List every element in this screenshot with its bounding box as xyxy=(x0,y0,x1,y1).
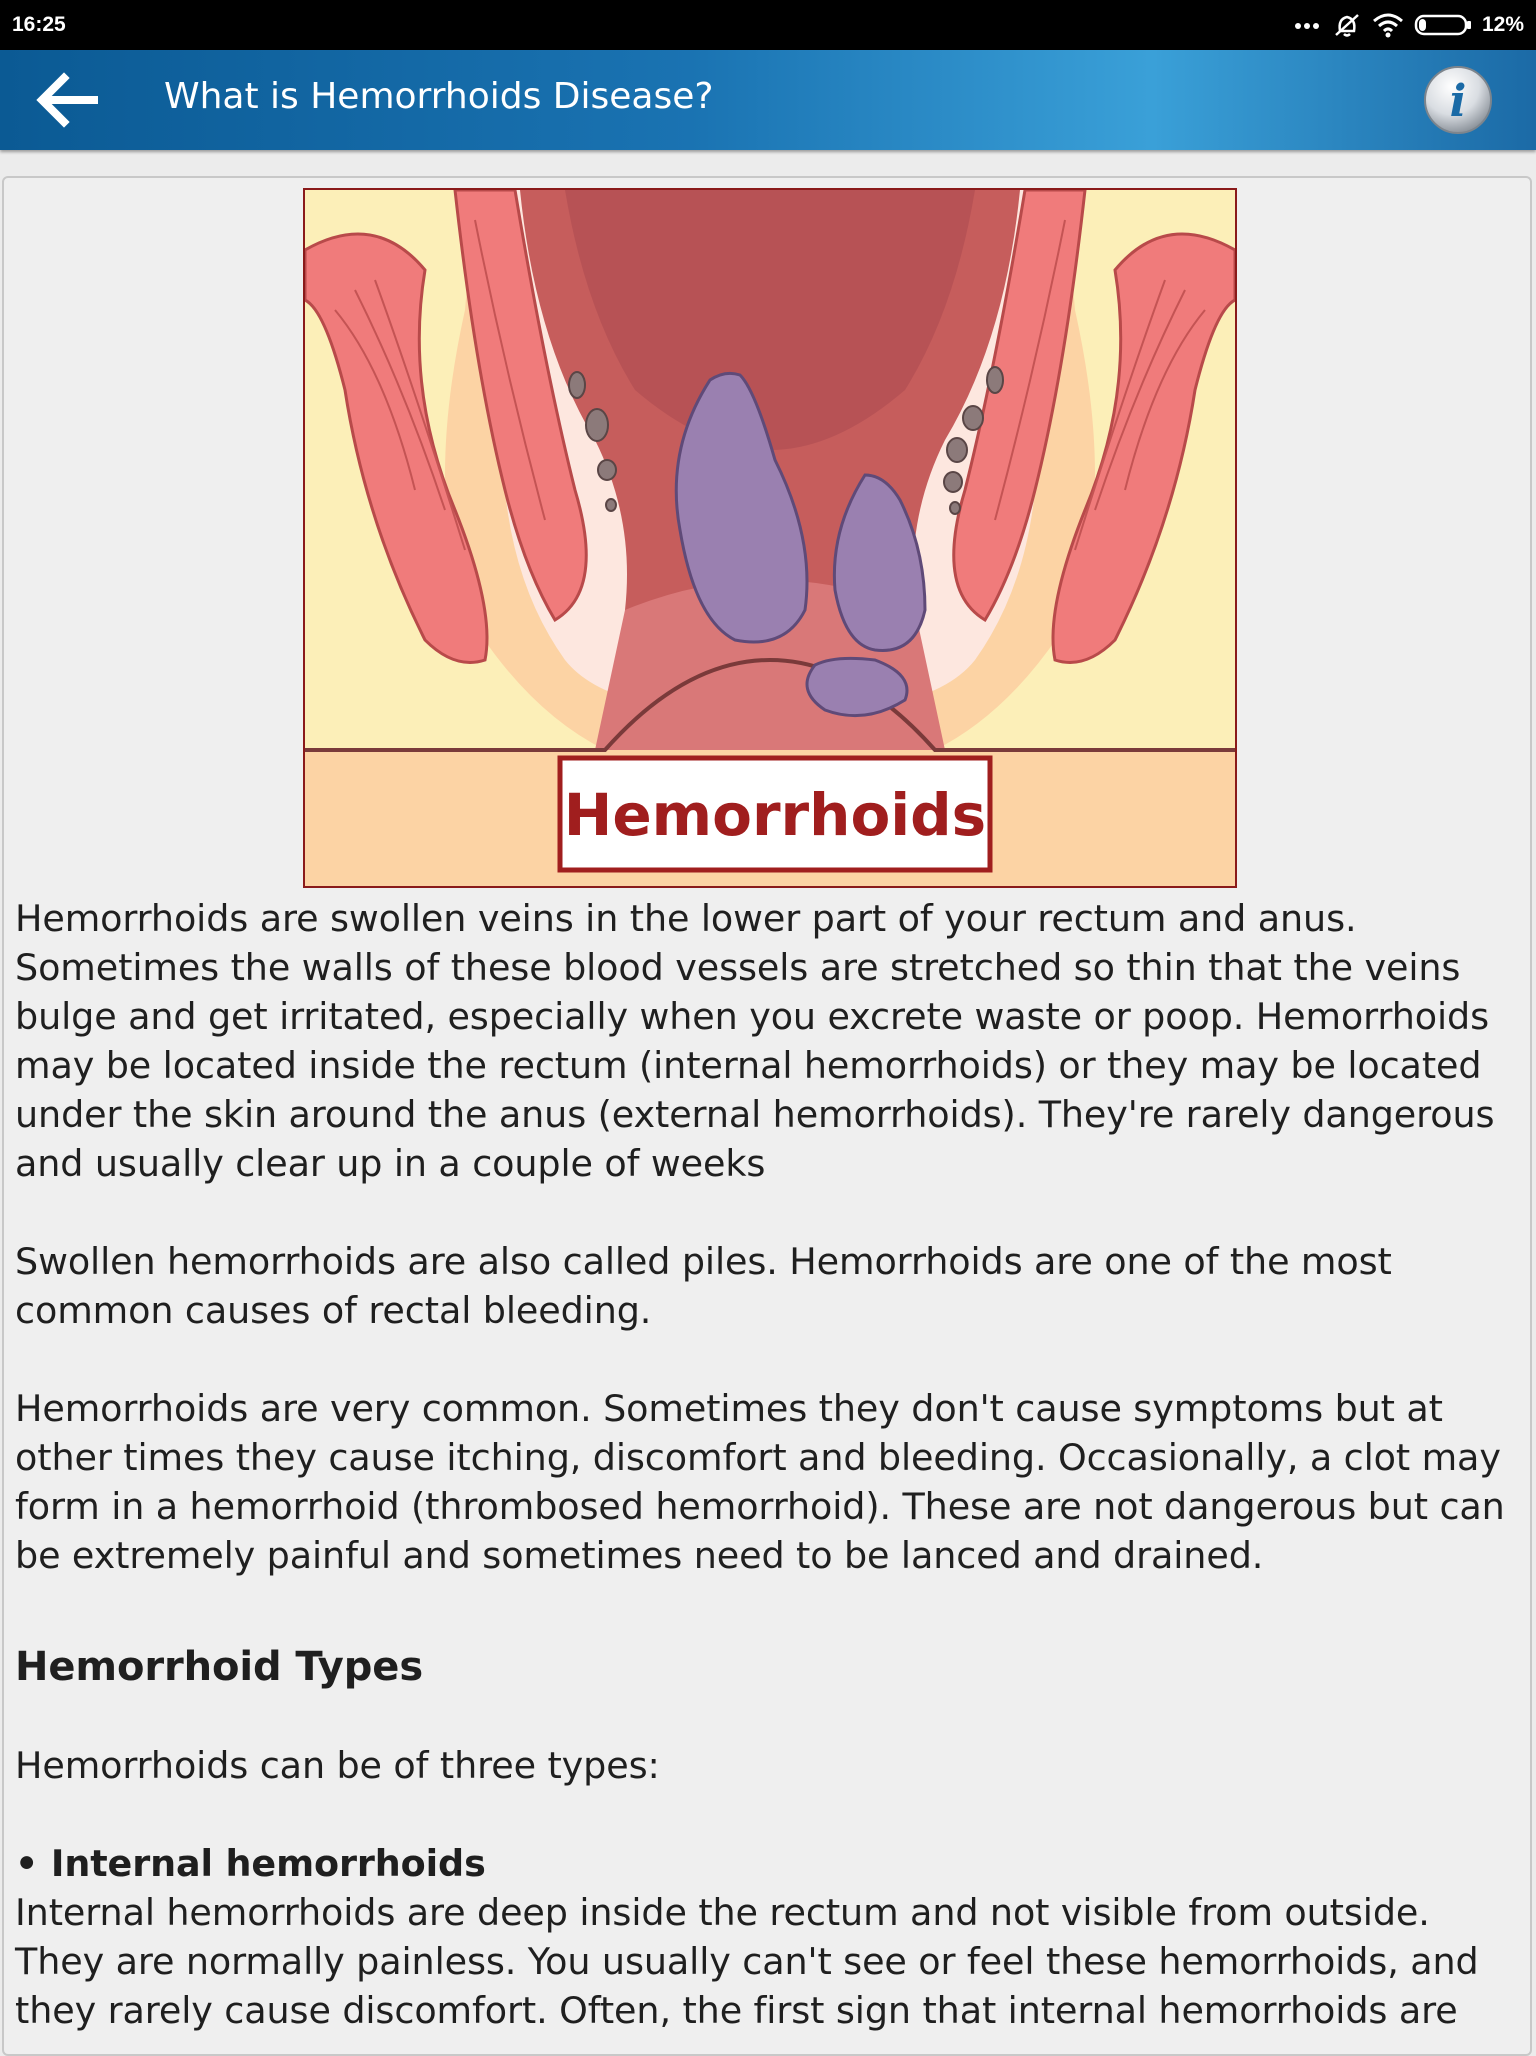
type-internal-title: • Internal hemorrhoids xyxy=(15,1842,486,1885)
back-button[interactable] xyxy=(34,72,104,128)
content-frame xyxy=(2,176,1532,2056)
vibrate-off-icon xyxy=(1332,11,1362,39)
battery-icon xyxy=(1414,14,1472,36)
status-bar xyxy=(0,0,1536,50)
status-time: 16:25 xyxy=(12,13,66,36)
hemorrhoids-illustration xyxy=(303,188,1237,888)
wifi-icon xyxy=(1372,12,1404,38)
svg-text:i: i xyxy=(1449,76,1467,127)
article-paragraph: Hemorrhoids are very common. Sometimes they don't cause symptoms but at other times they cause itching, discomfort and bleeding. Occasionally, a clot may form in a hemorrhoid (thrombosed hemorrhoid). These are not dangerous but can be extremely painful and sometimes need to be lanced and drained. xyxy=(15,1387,1505,1577)
type-internal-text: Internal hemorrhoids are deep inside the rectum and not visible from outside. They are normally painless. You usually can't see or feel these hemorrhoids, and they rarely cause discomfort. Often, the first sign that internal hemorrhoids are xyxy=(15,1891,1479,2032)
app-bar xyxy=(0,50,1536,150)
info-button[interactable] xyxy=(1422,64,1494,136)
types-intro: Hemorrhoids can be of three types: xyxy=(15,1744,660,1787)
article-paragraph: Hemorrhoids are swollen veins in the lower part of your rectum and anus. Sometimes the walls of these blood vessels are stretched so thin that the veins bulge and get irritated, especially when you excrete waste or poop. Hemorrhoids may be located inside the rectum (internal hemorrhoids) or they may be located under the skin around the anus (external hemorrhoids). They're rarely dangerous and usually clear up in a couple of weeks xyxy=(15,897,1495,1185)
section-heading: Hemorrhoid Types xyxy=(15,1644,424,1690)
illustration-label: Hemorrhoids xyxy=(563,781,987,849)
status-icons xyxy=(1294,11,1524,39)
battery-percent: 12% xyxy=(1481,13,1524,36)
arrow-left-icon xyxy=(34,72,104,128)
more-dots-icon xyxy=(1294,20,1322,30)
article-paragraph: Swollen hemorrhoids are also called piles. Hemorrhoids are one of the most common causes of rectal bleeding. xyxy=(15,1240,1392,1332)
article-body xyxy=(15,894,1525,2035)
anatomy-image xyxy=(305,190,1235,886)
info-icon xyxy=(1422,64,1494,136)
page-title: What is Hemorrhoids Disease? xyxy=(164,76,714,117)
